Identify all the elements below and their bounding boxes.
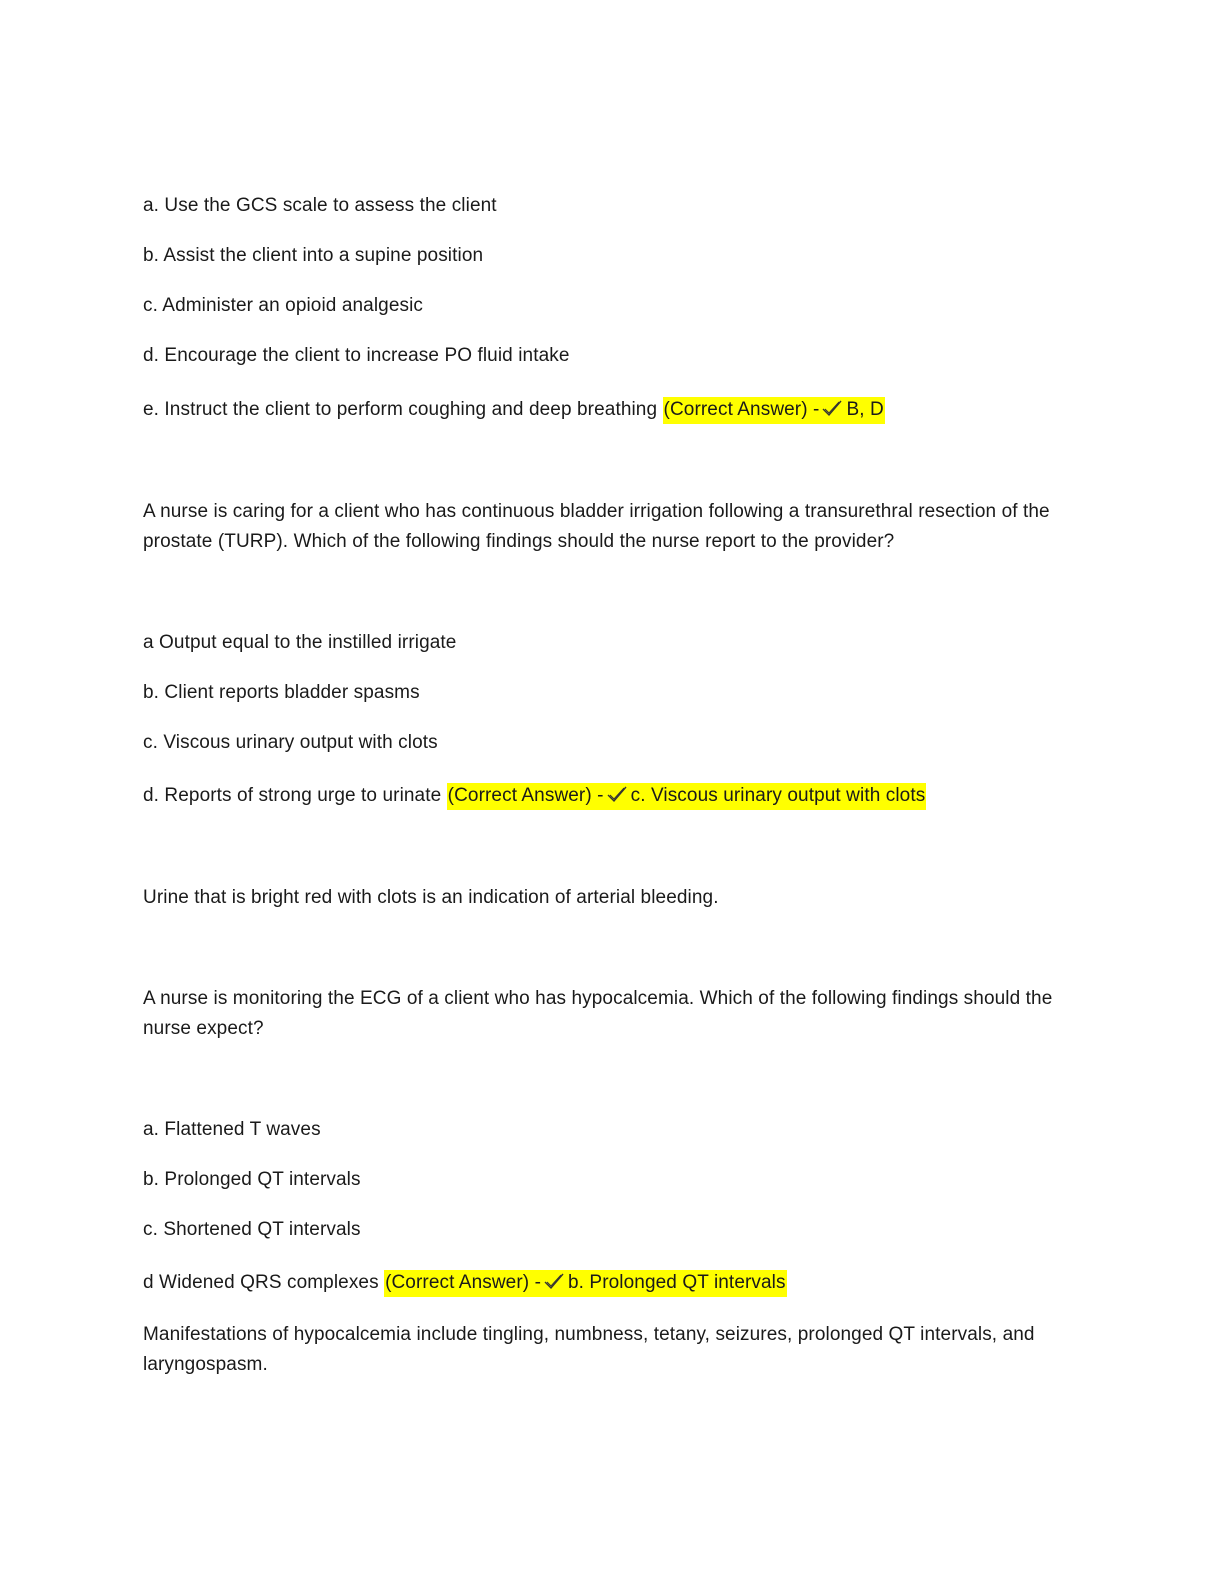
- q3-rationale: Manifestations of hypocalcemia include tingling, numbness, tetany, seizures, prolonged QT intervals, and laryngospasm.: [143, 1324, 1035, 1375]
- q2-answer-prefix: (Correct Answer) -: [447, 785, 604, 806]
- q2-rationale: Urine that is bright red with clots is an indication of arterial bleeding.: [143, 887, 719, 908]
- check-mark-icon: [821, 399, 843, 417]
- q1-option-c: c. Administer an opioid analgesic: [143, 295, 424, 316]
- q2-answer: c. Viscous urinary output with clots: [630, 785, 926, 806]
- q2-option-c: c. Viscous urinary output with clots: [143, 732, 438, 753]
- check-mark-icon: [543, 1272, 565, 1290]
- q1-option-d: d. Encourage the client to increase PO fluid intake: [143, 345, 570, 366]
- q2-option-d: d. Reports of strong urge to urinate: [143, 785, 447, 806]
- q3-option-d-line: [143, 1268, 787, 1298]
- q3-option-a: a. Flattened T waves: [143, 1119, 321, 1140]
- q1-answer: B, D: [846, 399, 884, 420]
- q2-question: A nurse is caring for a client who has continuous bladder irrigation following a transurethral resection of the prostate (TURP). Which of the following findings should the nurse report to the provider?: [143, 501, 1050, 552]
- q3-option-d: d Widened QRS complexes: [143, 1272, 385, 1293]
- q1-option-a: a. Use the GCS scale to assess the client: [143, 195, 497, 216]
- q2-option-a: a Output equal to the instilled irrigate: [143, 632, 457, 653]
- q3-correct-answer: [384, 1270, 787, 1297]
- q3-option-c: c. Shortened QT intervals: [143, 1219, 361, 1240]
- q3-question: A nurse is monitoring the ECG of a client who has hypocalcemia. Which of the following findings should the nurse expect?: [143, 988, 1053, 1039]
- q1-option-b: b. Assist the client into a supine position: [143, 245, 484, 266]
- q1-correct-answer: [663, 397, 885, 424]
- q1-answer-prefix: (Correct Answer) -: [663, 399, 820, 420]
- q2-correct-answer: [447, 783, 927, 810]
- check-mark-icon: [606, 785, 628, 803]
- q3-answer: b. Prolonged QT intervals: [568, 1272, 786, 1293]
- q1-option-e: e. Instruct the client to perform coughing and deep breathing: [143, 399, 663, 420]
- q2-option-b: b. Client reports bladder spasms: [143, 682, 420, 703]
- q3-option-b: b. Prolonged QT intervals: [143, 1169, 361, 1190]
- q3-answer-prefix: (Correct Answer) -: [385, 1272, 541, 1293]
- q2-option-d-line: [143, 781, 926, 811]
- q1-option-e-line: [143, 395, 885, 425]
